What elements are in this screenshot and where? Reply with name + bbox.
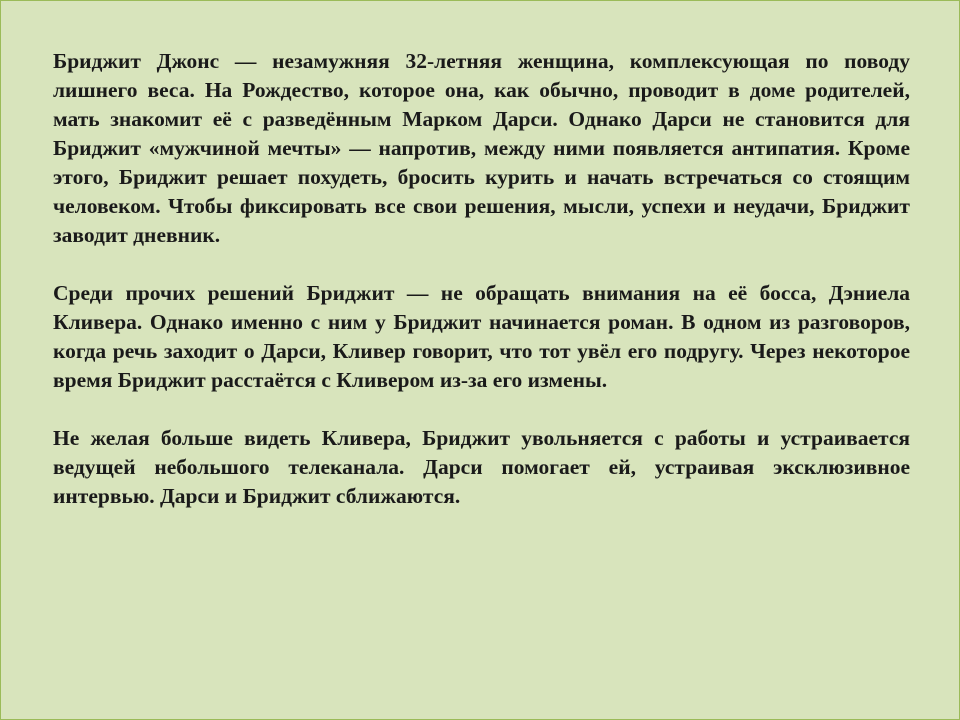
paragraph-3: Не желая больше видеть Кливера, Бриджит увольняется с работы и устраивается ведущей небольшого телеканала. Дарси помогает ей, устраивая эксклюзивное интервью. Дарси и Бриджит сближаются.: [53, 426, 910, 508]
slide-text-body: [53, 47, 910, 540]
paragraph-2: Среди прочих решений Бриджит — не обращать внимания на её босса, Дэниела Кливера. Однако именно с ним у Бриджит начинается роман. В одном из разговоров, когда речь заходит о Дарси, Кливер говорит, что тот увёл его подругу. Через некоторое время Бриджит расстаётся с Кливером из-за его измены.: [53, 281, 910, 392]
paragraph-1: Бриджит Джонс — незамужняя 32-летняя женщина, комплексующая по поводу лишнего веса. На Рождество, которое она, как обычно, проводит в доме родителей, мать знакомит её с разведённым Марком Дарси. Однако Дарси не становится для Бриджит «мужчиной мечты» — напротив, между ними появляется антипатия. Кроме этого, Бриджит решает похудеть, бросить курить и начать встречаться со стоящим человеком. Чтобы фиксировать все свои решения, мысли, успехи и неудачи, Бриджит заводит дневник.: [53, 49, 910, 247]
